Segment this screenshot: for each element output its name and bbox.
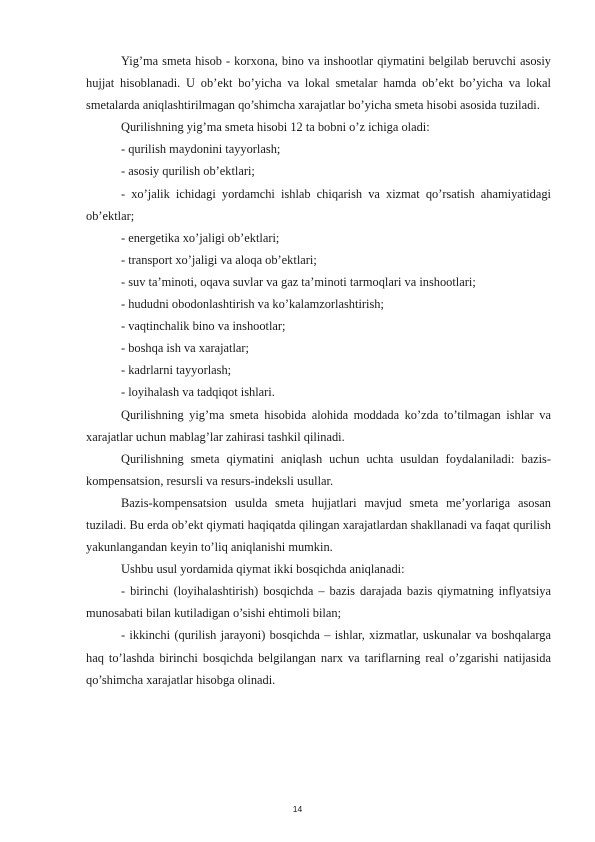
paragraph-summary-estimate-definition: Yig’ma smeta hisob - korxona, bino va inshootlar qiymatini belgilab beruvchi asosiy hujjat hisoblanadi. U ob’ekt bo’yicha va lokal smetalar hamda ob’ekt bo’yicha va lokal smetalarda aniqlashtirilmagan qo’shimcha xarajatlar bo’yicha smeta hisobi asosida tuziladi. bbox=[86, 54, 551, 113]
list-item-other-costs: - boshqa ish va xarajatlar; bbox=[121, 341, 249, 356]
list-item-temporary-buildings: - vaqtinchalik bino va inshootlar; bbox=[121, 319, 286, 334]
list-item-transport-objects: - transport xo’jaligi va aloqa ob’ektlari; bbox=[121, 252, 317, 267]
paragraph-three-methods: Qurilishning smeta qiymatini aniqlash uchun uchta usuldan foydalaniladi: bazis-kompensatsion, resursli va resurs-indeksli usullar. bbox=[86, 451, 551, 488]
list-item-design-research: - loyihalash va tadqiqot ishlari. bbox=[121, 385, 275, 400]
list-item-first-stage: - birinchi (loyihalashtirish) bosqichda – bazis darajada bazis qiymatning inflyatsiya munosabati bilan kutiladigan o’sishi ehtimoli bilan; bbox=[86, 584, 551, 621]
paragraph-reserve-funds: Qurilishning yig’ma smeta hisobida alohida moddada ko’zda to’tilmagan ishlar va xarajatlar uchun mablag’lar zahirasi tashkil qilinadi. bbox=[86, 407, 551, 444]
document-page bbox=[86, 50, 551, 691]
list-item-staff-training: - kadrlarni tayyorlash; bbox=[121, 363, 232, 378]
paragraph-chapters-intro: Qurilishning yig’ma smeta hisobi 12 ta bobni o’z ichiga oladi: bbox=[121, 120, 430, 135]
list-item-site-preparation: - qurilish maydonini tayyorlash; bbox=[121, 142, 281, 157]
list-item-second-stage: - ikkinchi (qurilish jarayoni) bosqichda – ishlar, xizmatlar, uskunalar va boshqalarga haq to’lashda birinchi bosqichda belgilangan narx va tariflarning real o’zgarishi natijasida qo’shimcha xarajatlar hisobga olinadi. bbox=[86, 628, 551, 687]
list-item-main-objects: - asosiy qurilish ob’ektlari; bbox=[121, 164, 255, 179]
page-number: 14 bbox=[292, 804, 303, 814]
paragraph-two-stages-intro: Ushbu usul yordamida qiymat ikki bosqichda aniqlanadi: bbox=[121, 562, 405, 577]
list-item-auxiliary-objects: - xo’jalik ichidagi yordamchi ishlab chiqarish va xizmat qo’rsatish ahamiyatidagi ob’ektlar; bbox=[86, 186, 551, 223]
paragraph-base-compensation-method: Bazis-kompensatsion usulda smeta hujjatlari mavjud smeta me’yorlariga asosan tuziladi. Bu erda ob’ekt qiymati haqiqatda qilingan xarajatlardan shakllanadi va faqat qurilish yakunlangandan keyin to’liq aniqlanishi mumkin. bbox=[86, 495, 551, 555]
list-item-landscaping: - hududni obodonlashtirish va ko’kalamzorlashtirish; bbox=[121, 297, 384, 312]
list-item-energy-objects: - energetika xo’jaligi ob’ektlari; bbox=[121, 230, 280, 245]
list-item-water-gas-networks: - suv ta’minoti, oqava suvlar va gaz ta’minoti tarmoqlari va inshootlari; bbox=[121, 274, 476, 289]
